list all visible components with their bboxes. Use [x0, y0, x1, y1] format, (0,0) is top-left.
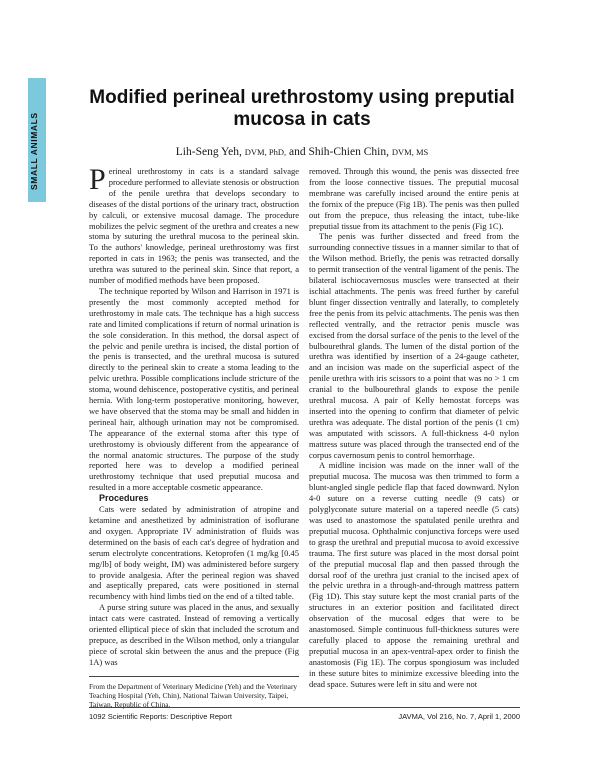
right-column: [309, 166, 519, 712]
section-heading: Procedures: [99, 493, 149, 504]
author-degrees: DVM, PhD,: [244, 147, 287, 157]
footer-journal-citation: JAVMA, Vol 216, No. 7, April 1, 2000: [398, 712, 520, 721]
author-name: Shih-Chien Chin,: [308, 146, 389, 158]
author-degrees: DVM, MS: [391, 147, 429, 157]
body-paragraph: The penis was further dissected and freed from the surrounding connective tissues in a manner similar to that of the Wilson method. Briefly, the penis was retracted dorsally to permit transection of the ventral ligament of the penis. The bilateral ischiocavernosus muscles were transected at their ischial attachments. The penis was freed further by careful blunt finger dissection ventrally and laterally, to completely free the penis from its pelvic attachments. The penis was then reflected ventrally, and the retractor penis muscle was excised from the dorsal surface of the penis to the level of the bulbourethral glands. The lumen of the distal portion of the urethra was identified by insertion of a 24-gauge catheter, and an incision was made on the superficial aspect of the penile urethra with iris scissors to a point that was no > 1 cm cranial to the bulbourethral glands to expose the penile urethral mucosa. A pair of Kelly hemostat forceps was inserted into the opening to confirm that diameter of pelvic urethra was adequate. The distal portion of the penis (1 cm) was amputated with scissors. A full-thickness 4-0 nylon mattress suture was placed through the transected end of the corpus cavernosum penis to control hemorrhage.: [309, 231, 519, 460]
footer-divider: [89, 707, 520, 708]
body-paragraph: The technique reported by Wilson and Harrison in 1971 is presently the most commonly accepted method for urethrostomy in male cats. The technique has a high success rate and limited complications if return of normal urination is the sole consideration. In this method, the dorsal aspect of the pelvic and penile urethra is incised, the distal portion of the penis is transected, and the urethral mucosa is sutured directly to the perineal skin to create a stoma leading to the pelvic urethra. Possible complications include stricture of the stoma, wound dehiscence, postoperative cystitis, and perineal hernia. With long-term postoperative monitoring, however, we have observed that the stoma may be small and hidden in perineal hair, although urination may not be compromised. The appearance of the external stoma after this type of urethrostomy is obviously different from the appearance of the normal anatomic structures. The purpose of the study reported here was to develop a modified perineal urethrostomy technique that used preputial mucosa and resulted in a more acceptable cosmetic appearance.: [89, 285, 299, 493]
author-line: [72, 146, 532, 158]
paragraph-text: erineal urethrostomy in cats is a standard salvage procedure performed to alleviate stenosis or obstruction of the penile urethra that develops secondary to diseases of the distal portions of the urinary tract, obstruction by calculi, or extensive mucosal damage. The procedure mobilizes the pelvic segment of the urethra and creates a new stoma by suturing the urethral mucosa to the perineal skin. To the authors' knowledge, perineal urethrostomy was first reported in cats in 1963; the penis was transected, and the urethra was sutured to the perineal skin. Since that report, a number of modified methods have been proposed.: [89, 166, 299, 286]
body-paragraph: A purse string suture was placed in the anus, and sexually intact cats were castrated. Instead of removing a vertically oriented elliptical piece of skin that included the scrotum and prepuce, as described in the Wilson method, only a triangular piece of scrotal skin between the anus and the prepuce (Fig 1A) was: [89, 602, 299, 667]
author-conjunction: and: [288, 146, 306, 158]
body-paragraph: Cats were sedated by administration of atropine and ketamine and anesthetized by administration of isoflurane and oxygen. Appropriate IV administration of fluids was determined on the basis of each cat's degree of hydration and serum electrolyte concentrations. Ketoprofen (1 mg/kg [0.45 mg/lb] of body weight, IM) was administered before surgery to provide analgesia. After the perineal region was shaved and aseptically prepared, cats were positioned in sternal recumbency with hind limbs tied on the end of a tilted table.: [89, 504, 299, 602]
footer-page-info: 1092 Scientific Reports: Descriptive Report: [89, 712, 232, 721]
body-paragraph: removed. Through this wound, the penis was dissected free from the loose connective tissues. The preputial mucosal membrane was carefully incised around the entire penis at the fornix of the prepuce (Fig 1B). The penis was then pulled out from the prepuce, thus releasing the intact, tube-like preputial tissue from its attachment to the penis (Fig 1C).: [309, 166, 519, 231]
affiliation-footnote: From the Department of Veterinary Medicine (Yeh) and the Veterinary Teaching Hospital (Yeh, Chin), National Taiwan University, Taipei, Taiwan, Republic of China.: [89, 676, 299, 709]
section-tab-label: SMALL ANIMALS: [29, 112, 39, 190]
body-paragraph: A midline incision was made on the inner wall of the preputial mucosa. The mucosa was then trimmed to form a blunt-angled single pedicle flap that faced downward. Nylon 4-0 suture on a reverse cutting needle (9 cats) or polyglyconate suture material on a tapered needle (5 cats) was used to anastomose the spatulated penile urethra and preputial mucosa. Ophthalmic conjunctiva forceps were used to grasp the urethral and preputial mucosa to avoid excessive trauma. The first suture was placed in the most dorsal point of the preputial mucosal flap and then passed through the dorsal roof of the urethra just cranial to the incised apex of the pelvic urethra in a through-and-through mattress pattern (Fig 1D). This stay suture kept the most cranial parts of the structures in an exterior position and facilitated direct observation of the mucosal edges that were to be anastomosed. Simple continuous full-thickness sutures were carefully placed to appose the remaining urethral and preputial mucosa in an apex-ventral-apex order to finish the anastomosis (Fig 1E). The corpus spongiosum was included in these suture bites to minimize excessive bleeding into the dead space. Sutures were left in situ and were not: [309, 460, 519, 689]
author-name: Lih-Seng Yeh,: [175, 146, 242, 158]
drop-cap: P: [89, 163, 106, 196]
intro-paragraph: [89, 163, 299, 286]
left-column: [89, 163, 299, 667]
article-title: Modified perineal urethrostomy using preputial mucosa in cats: [89, 87, 515, 130]
